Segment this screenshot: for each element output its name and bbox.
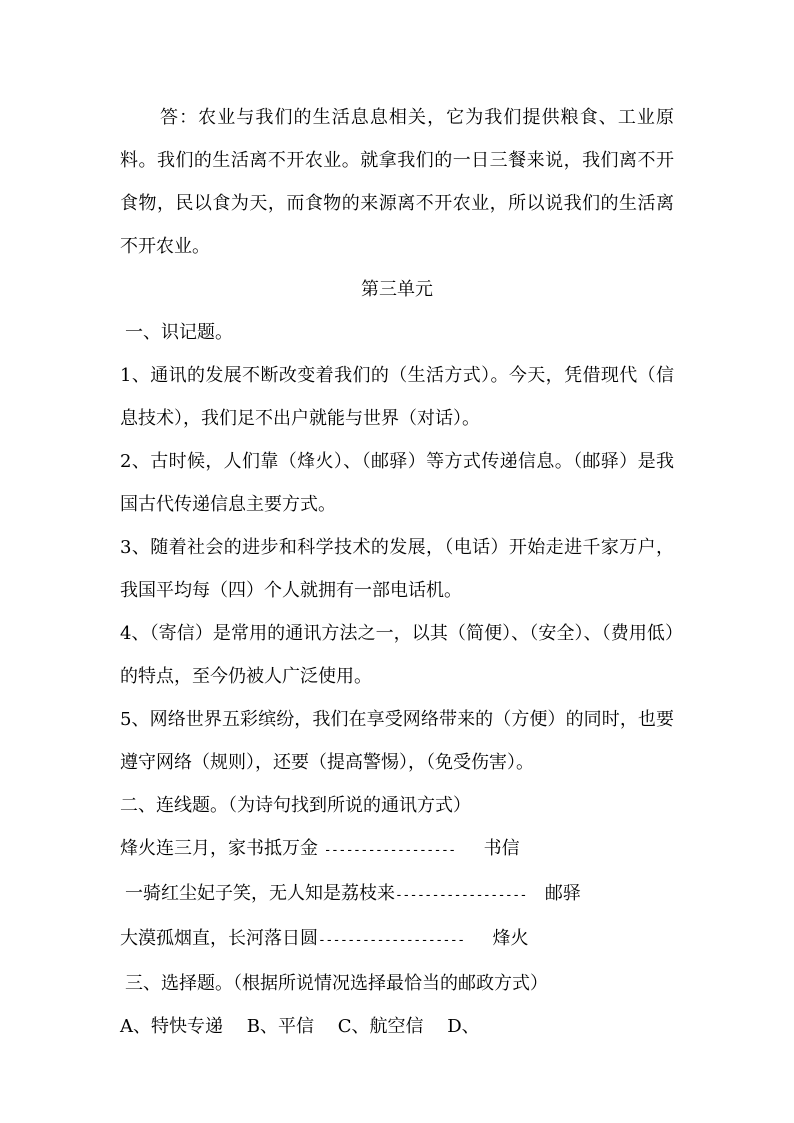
matching-poem: 烽火连三月，家书抵万金 bbox=[120, 838, 318, 859]
matching-answer: 烽火 bbox=[492, 928, 529, 949]
question-item: 2、古时候，人们靠（烽火）、（邮驿）等方式传递信息。（邮驿）是我国古代传递信息主要方式。 bbox=[120, 451, 674, 515]
matching-answer: 邮驿 bbox=[544, 883, 581, 904]
section-heading-matching: 二、连线题。（为诗句找到所说的通讯方式） bbox=[120, 795, 471, 816]
matching-answer: 书信 bbox=[483, 838, 520, 859]
matching-line: -------------------- bbox=[318, 933, 465, 948]
matching-line: ------------------ bbox=[395, 888, 527, 903]
matching-line: ------------------ bbox=[323, 843, 456, 858]
choice-option: C、航空信 bbox=[337, 1016, 424, 1037]
matching-row bbox=[120, 917, 674, 962]
unit-title: 第三单元 bbox=[361, 279, 433, 300]
answer-paragraph: 答：农业与我们的生活息息相关，它为我们提供粮食、工业原料。我们的生活离不开农业。就拿我们的一日三餐来说，我们离不开食物，民以食为天，而食物的来源离不开农业，所以说我们的生活离不开农业。 bbox=[120, 107, 674, 257]
question-item: 4、（寄信）是常用的通讯方法之一，以其（简便）、（安全）、（费用低）的特点，至今仍被人广泛使用。 bbox=[120, 623, 674, 687]
question-item: 3、随着社会的进步和科学技术的发展，（电话）开始走进千家万户，我国平均每（四）个人就拥有一部电话机。 bbox=[120, 537, 674, 601]
matching-poem: 大漠孤烟直，长河落日圆 bbox=[120, 928, 318, 949]
document-body bbox=[120, 96, 674, 1048]
choice-option: B、平信 bbox=[246, 1016, 314, 1037]
matching-row bbox=[120, 827, 674, 872]
question-item: 1、通讯的发展不断改变着我们的（生活方式）。今天，凭借现代（信息技术），我们足不出户就能与世界（对话）。 bbox=[120, 365, 674, 429]
matching-row bbox=[120, 872, 674, 917]
matching-poem: 一骑红尘妃子笑，无人知是荔枝来 bbox=[125, 883, 395, 904]
question-item: 5、网络世界五彩缤纷，我们在享受网络带来的（方便）的同时，也要遵守网络（规则），还要（提高警惕），（免受伤害）。 bbox=[120, 709, 674, 773]
choice-option: D、 bbox=[447, 1016, 480, 1037]
section-heading-memorize: 一、识记题。 bbox=[125, 322, 233, 343]
section-heading-choice: 三、选择题。（根据所说情况选择最恰当的邮政方式） bbox=[125, 973, 548, 994]
choice-option: A、特快专递 bbox=[120, 1016, 223, 1037]
choice-options bbox=[120, 1005, 674, 1048]
